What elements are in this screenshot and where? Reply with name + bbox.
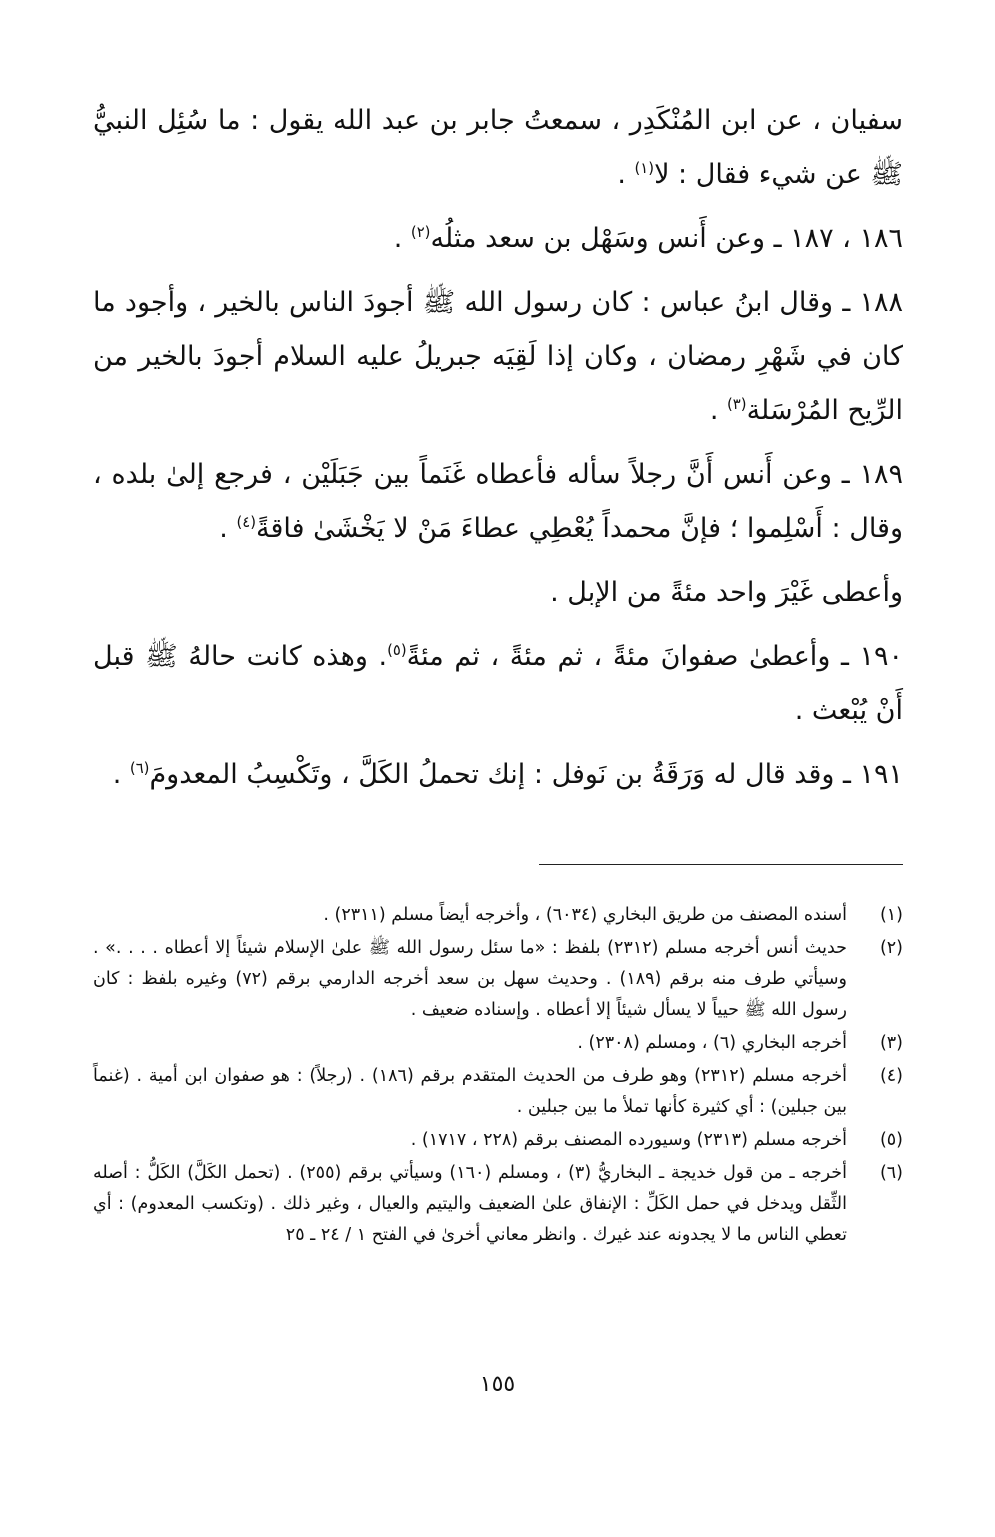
footnote-text: أخرجه البخاري (٦) ، ومسلم (٢٣٠٨) . xyxy=(577,1033,847,1053)
paragraph-2 xyxy=(93,212,903,266)
footnote-text: أخرجه مسلم (٢٣١٢) وهو طرف من الحديث المتقدم برقم (١٨٦) . (رجلاً) : هو صفوان ابن أمية . (غنماً بين جبلين) : أي كثيرة كأنها تملأ ما بين جبلين . xyxy=(93,1066,847,1117)
paragraph-4 xyxy=(93,448,903,556)
paragraph-tail: . وهذه كانت حالهُ ﷺ قبل أَنْ يُبْعث . xyxy=(93,641,903,726)
footnote-item xyxy=(93,1125,903,1156)
paragraph-text: ١٨٩ ـ وعن أَنس أَنَّ رجلاً سأله فأعطاه غَنَماً بين جَبَلَيْن ، فرجع إلىٰ بلده ، وقال : أَسْلِموا ؛ فإنَّ محمداً يُعْطِي عطاءَ مَنْ لا يَخْشَىٰ فاقةً xyxy=(93,459,903,544)
paragraph-text: ١٨٦ ، ١٨٧ ـ وعن أَنس وسَهْل بن سعد مثلُه xyxy=(430,223,903,254)
paragraph-1 xyxy=(93,94,903,202)
footnote-number: (٤) xyxy=(879,1066,903,1086)
footnote-ref: (٤) xyxy=(236,513,257,531)
paragraph-text: ١٩١ ـ وقد قال له وَرَقَةُ بن نَوفل : إنك تحملُ الكَلَّ ، وتَكْسِبُ المعدومَ xyxy=(149,759,903,790)
paragraph-7 xyxy=(93,748,903,802)
paragraph-5 xyxy=(93,566,903,620)
footnote-number: (١) xyxy=(879,905,903,925)
paragraph-tail: . xyxy=(219,513,237,544)
page-number: ١٥٥ xyxy=(479,1372,516,1397)
paragraph-3 xyxy=(93,276,903,438)
paragraph-text: ١٩٠ ـ وأعطىٰ صفوانَ مئةً ، ثم مئةً ، ثم مئةً xyxy=(406,641,903,672)
paragraph-tail: . xyxy=(112,759,130,790)
footnote-item xyxy=(93,1061,903,1123)
footnote-separator xyxy=(539,864,903,865)
footnote-item xyxy=(93,933,903,1026)
paragraph-text: سفيان ، عن ابن المُنْكَدِر ، سمعتُ جابر بن عبد الله يقول : ما سُئِل النبيُّ ﷺ عن شيء فقال : لا xyxy=(93,105,903,190)
footnote-ref: (٣) xyxy=(726,395,747,413)
footnote-item xyxy=(93,1158,903,1251)
footnote-ref: (٦) xyxy=(129,759,150,777)
footnote-ref: (١) xyxy=(634,159,655,177)
footnote-text: أسنده المصنف من طريق البخاري (٦٠٣٤) ، وأخرجه أيضاً مسلم (٢٣١١) . xyxy=(323,905,847,925)
footnote-item xyxy=(93,1028,903,1059)
footnote-text: حديث أنس أخرجه مسلم (٢٣١٢) بلفظ : «ما سئل رسول الله ﷺ علىٰ الإسلام شيئاً إلا أعطاه . . . .» . وسيأتي طرف منه برقم (١٨٩) . وحديث سهل بن سعد أخرجه الدارمي برقم (٧٢) وغيره بلفظ : كان رسول الله ﷺ حيياً لا يسأل شيئاً إلا أعطاه . وإسناده ضعيف . xyxy=(93,938,847,1020)
footnote-number: (٦) xyxy=(879,1163,903,1183)
paragraph-tail: . xyxy=(617,159,635,190)
paragraph-tail: . xyxy=(393,223,411,254)
paragraph-tail: . xyxy=(709,395,727,426)
footnote-number: (٥) xyxy=(879,1130,903,1150)
main-text xyxy=(93,94,903,802)
footnote-number: (٢) xyxy=(879,938,903,958)
footnote-number: (٣) xyxy=(879,1033,903,1053)
paragraph-text: ١٨٨ ـ وقال ابنُ عباس : كان رسول الله ﷺ أجودَ الناس بالخير ، وأجود ما كان في شَهْرِ رمضان ، وكان إذا لَقِيَه جبريلُ عليه السلام أجودَ بالخير من الرِّيح المُرْسَلة xyxy=(93,287,903,426)
footnote-ref: (٥) xyxy=(387,641,407,659)
paragraph-6 xyxy=(93,630,903,738)
footnote-text: أخرجه مسلم (٢٣١٣) وسيورده المصنف برقم (٢٢٨ ، ١٧١٧) . xyxy=(410,1130,847,1150)
footnote-item xyxy=(93,900,903,931)
footnotes xyxy=(93,900,903,1253)
footnote-text: أخرجه ـ من قول خديجة ـ البخاريُّ (٣) ، ومسلم (١٦٠) وسيأتي برقم (٢٥٥) . (تحمل الكَلَّ) الكَلُّ : أصله الثِّقل ويدخل في حمل الكَلِّ : الإنفاق علىٰ الضعيف واليتيم والعيال ، وغير ذلك . (وتكسب المعدوم) : أي تعطي الناس ما لا يجدونه عند غيرك . وانظر معاني أخرىٰ في الفتح ١ / ٢٤ ـ ٢٥ xyxy=(93,1163,847,1245)
paragraph-text: وأعطى غَيْرَ واحد مئةً من الإبل . xyxy=(550,577,903,608)
footnote-ref: (٢) xyxy=(410,223,431,241)
